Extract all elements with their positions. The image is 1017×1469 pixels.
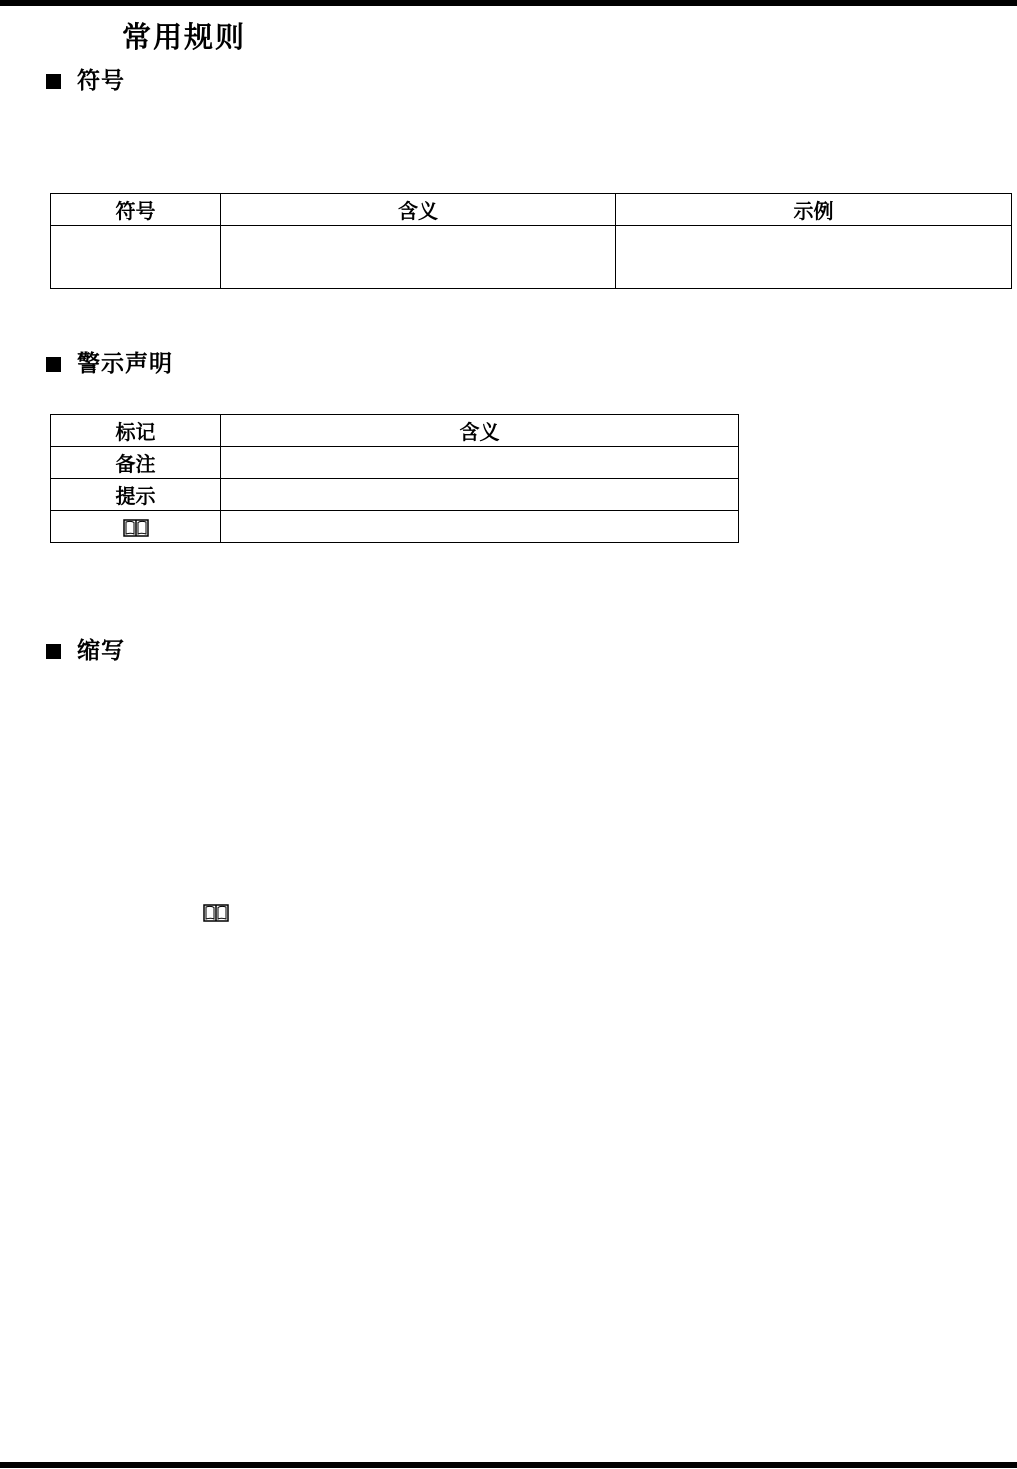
inline-book-reference <box>203 902 229 922</box>
table-header-cell: 示例 <box>616 194 1012 226</box>
table-cell-meaning <box>221 511 739 543</box>
table-header-cell: 含义 <box>221 194 616 226</box>
square-bullet-icon <box>46 644 61 659</box>
bottom-rule <box>0 1462 1017 1468</box>
square-bullet-icon <box>46 357 61 372</box>
top-rule <box>0 0 1017 6</box>
table-cell-meaning <box>221 479 739 511</box>
square-bullet-icon <box>46 74 61 89</box>
section-heading-warnings <box>46 349 173 379</box>
table-cell <box>616 226 1012 289</box>
table-header-row <box>51 194 1012 226</box>
section-heading-label: 缩写 <box>77 638 125 664</box>
table-header-cell: 符号 <box>51 194 221 226</box>
section-heading-symbols <box>46 66 125 96</box>
section-heading-label: 符号 <box>77 68 125 94</box>
book-icon <box>203 904 229 922</box>
table-cell-mark <box>51 511 221 543</box>
table-cell-meaning <box>221 447 739 479</box>
table-cell-mark: 提示 <box>51 479 221 511</box>
table-header-cell: 标记 <box>51 415 221 447</box>
table-cell <box>51 226 221 289</box>
table-row <box>51 479 739 511</box>
table-row <box>51 447 739 479</box>
book-icon <box>123 519 149 537</box>
table-cell-mark: 备注 <box>51 447 221 479</box>
table-header-cell: 含义 <box>221 415 739 447</box>
table-header-row <box>51 415 739 447</box>
table-row <box>51 226 1012 289</box>
page-title: 常用规则 <box>122 20 247 54</box>
warnings-table <box>50 414 739 543</box>
table-cell <box>221 226 616 289</box>
section-heading-abbreviations <box>46 636 125 666</box>
symbols-table <box>50 193 1012 289</box>
table-row <box>51 511 739 543</box>
section-heading-label: 警示声明 <box>77 351 173 377</box>
